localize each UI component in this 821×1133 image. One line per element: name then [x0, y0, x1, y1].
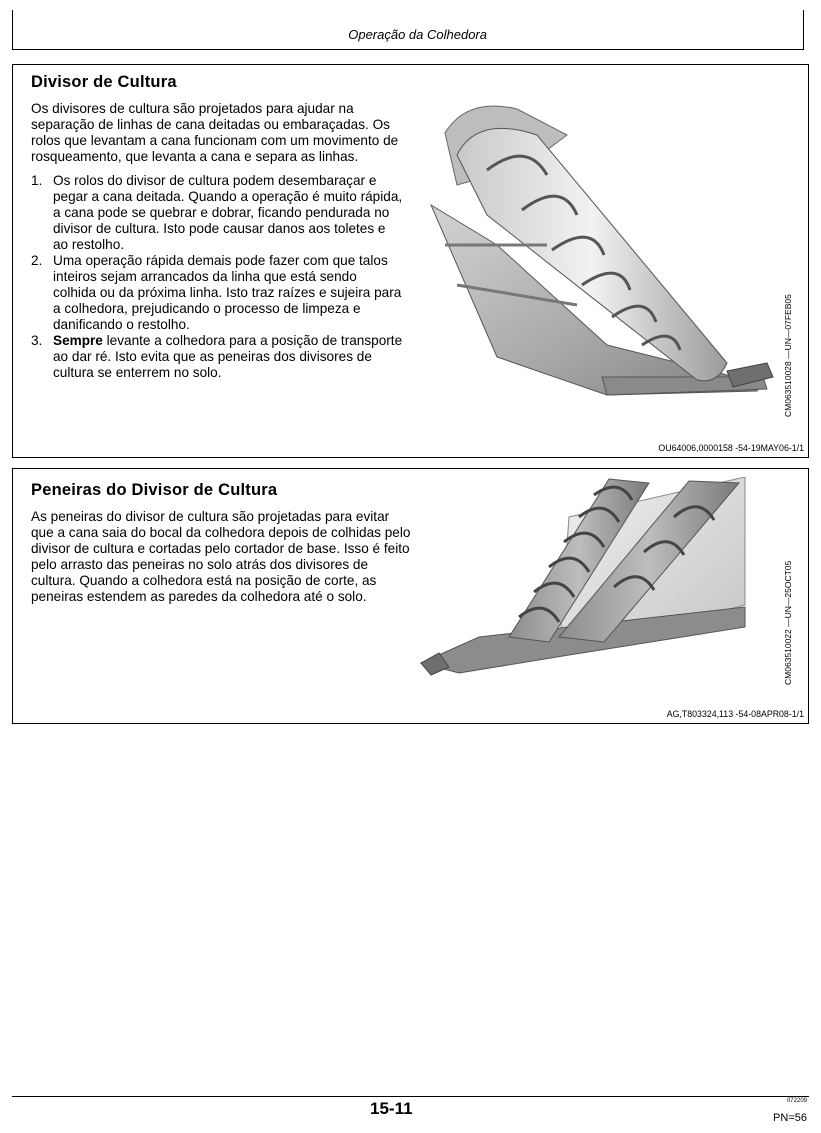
section-divisor-de-cultura — [12, 64, 809, 458]
crop-divider-illustration — [427, 95, 777, 431]
step-text: levante a colhedora para a posição de transporte ao dar ré. Isto evita que as peneiras dos divisores de cultura se enterrem no solo. — [53, 333, 403, 380]
section-title: Peneiras do Divisor de Cultura — [31, 481, 278, 499]
list-item — [31, 173, 403, 253]
reference-code: AG,T803324,113 -54-08APR08-1/1 — [666, 709, 804, 719]
section-intro: Os divisores de cultura são projetados para ajudar na separação de linhas de cana deitadas ou embaraçadas. Os rolos que levantam a cana funcionam com um movimento de rosqueamento, que levanta a cana e separa as linhas. — [31, 101, 399, 164]
step-text: Os rolos do divisor de cultura podem desembaraçar e pegar a cana deitada. Quando a operação é muito rápida, a cana pode se quebrar e dobrar, ficando pendurada no divisor de cultura. Isto pode causar danos aos toletes e ao restolho. — [53, 173, 403, 252]
header-title: Operação da Colhedora — [348, 27, 487, 42]
section-body — [31, 509, 411, 613]
divider-screen-illustration — [419, 477, 749, 677]
list-item — [31, 253, 403, 333]
footer-divider — [12, 1096, 809, 1097]
step-number: 1. — [31, 173, 43, 188]
section-peneiras-do-divisor — [12, 468, 809, 724]
steps-list — [31, 173, 403, 381]
step-number: 3. — [31, 333, 43, 348]
date-code: 072209 — [786, 1098, 807, 1104]
reference-code: OU64006,0000158 -54-19MAY06-1/1 — [658, 443, 804, 453]
image-code: CM063510028 —UN—07FEB05 — [783, 294, 793, 417]
section-intro: As peneiras do divisor de cultura são projetadas para evitar que a cana saia do bocal da colhedora depois de colhidas pelo divisor de cultura e cortadas pelo cortador de base. Isso é feito pelo arrasto das peneiras no solo atrás dos divisores de cultura. Quando a colhedora está na posição de corte, as peneiras estendem as paredes da colhedora até o solo. — [31, 509, 411, 604]
section-title: Divisor de Cultura — [31, 73, 177, 91]
page-number: 15-11 — [370, 1099, 413, 1118]
list-item — [31, 333, 403, 381]
section-body — [31, 101, 403, 381]
page-header — [12, 10, 804, 50]
step-emphasis: Sempre — [53, 333, 103, 348]
step-number: 2. — [31, 253, 43, 268]
pn-label: PN=56 — [773, 1112, 807, 1124]
image-code: CM063510022 —UN—25OCT05 — [783, 560, 793, 685]
step-text: Uma operação rápida demais pode fazer com que talos inteiros sejam arrancados da linha que está sendo colhida ou da próxima linha. Isto traz raízes e sujeira para a colhedora, prejudicando o processo de limpeza e danificando o restolho. — [53, 253, 402, 332]
